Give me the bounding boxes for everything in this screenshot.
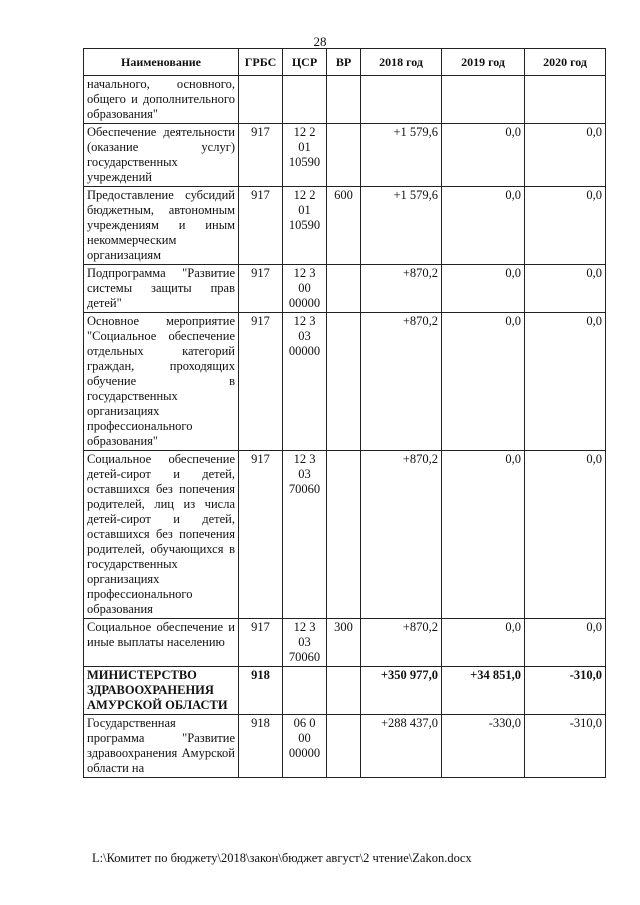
budget-table (83, 48, 606, 778)
cell-y2020 (525, 76, 606, 124)
cell-name: Социальное обеспечение детей-сирот и детей, оставшихся без попечения родителей, лиц из числа детей-сирот и детей, оставшихся без попечения родителей, обучающихся в государственных организациях профессионального образования (84, 451, 239, 619)
cell-vr: 300 (327, 619, 361, 667)
cell-y2020: 0,0 (525, 313, 606, 451)
table-row (84, 451, 606, 619)
cell-name: начального, основного, общего и дополнительного образования" (84, 76, 239, 124)
cell-grbs: 917 (239, 313, 283, 451)
cell-y2018: +288 437,0 (361, 715, 442, 778)
table-row (84, 187, 606, 265)
col-header-grbs: ГРБС (239, 49, 283, 76)
cell-y2019: +34 851,0 (442, 667, 525, 715)
cell-y2019: 0,0 (442, 265, 525, 313)
cell-y2018: +870,2 (361, 313, 442, 451)
col-header-vr: ВР (327, 49, 361, 76)
cell-y2020: 0,0 (525, 124, 606, 187)
cell-grbs: 918 (239, 667, 283, 715)
cell-name: Обеспечение деятельности (оказание услуг) государственных учреждений (84, 124, 239, 187)
cell-vr (327, 76, 361, 124)
cell-y2020: -310,0 (525, 667, 606, 715)
cell-y2019: 0,0 (442, 124, 525, 187)
cell-y2019: 0,0 (442, 187, 525, 265)
cell-grbs (239, 76, 283, 124)
table-row (84, 124, 606, 187)
cell-csr: 12 3 03 70060 (283, 619, 327, 667)
cell-vr (327, 667, 361, 715)
cell-vr (327, 313, 361, 451)
col-header-2018: 2018 год (361, 49, 442, 76)
cell-grbs: 917 (239, 451, 283, 619)
table-row (84, 76, 606, 124)
cell-grbs: 918 (239, 715, 283, 778)
cell-y2018 (361, 76, 442, 124)
cell-vr: 600 (327, 187, 361, 265)
cell-name: Предоставление субсидий бюджетным, автономным учреждениям и иным некоммерческим организациям (84, 187, 239, 265)
cell-csr: 12 2 01 10590 (283, 124, 327, 187)
col-header-csr: ЦСР (283, 49, 327, 76)
cell-vr (327, 451, 361, 619)
footer-file-path: L:\Комитет по бюджету\2018\закон\бюджет август\2 чтение\Zakon.docx (92, 851, 472, 865)
cell-csr (283, 76, 327, 124)
cell-y2018: +1 579,6 (361, 187, 442, 265)
cell-y2020: -310,0 (525, 715, 606, 778)
col-header-2020: 2020 год (525, 49, 606, 76)
cell-vr (327, 124, 361, 187)
cell-y2019: 0,0 (442, 451, 525, 619)
cell-y2018: +870,2 (361, 451, 442, 619)
col-header-name: Наименование (84, 49, 239, 76)
cell-vr (327, 265, 361, 313)
cell-grbs: 917 (239, 265, 283, 313)
cell-csr: 12 3 00 00000 (283, 265, 327, 313)
table-row (84, 715, 606, 778)
cell-grbs: 917 (239, 124, 283, 187)
cell-name: Государственная программа "Развитие здравоохранения Амурской области на (84, 715, 239, 778)
cell-vr (327, 715, 361, 778)
page-number: 28 (313, 34, 327, 49)
cell-csr: 12 3 03 70060 (283, 451, 327, 619)
cell-grbs: 917 (239, 619, 283, 667)
cell-name: Основное мероприятие "Социальное обеспечение отдельных категорий граждан, проходящих обучение в государственных организациях профессионального образования" (84, 313, 239, 451)
cell-y2020: 0,0 (525, 265, 606, 313)
table-row (84, 265, 606, 313)
cell-y2018: +1 579,6 (361, 124, 442, 187)
cell-name: Социальное обеспечение и иные выплаты населению (84, 619, 239, 667)
table-row (84, 313, 606, 451)
table-header-row (84, 49, 606, 76)
cell-y2019: 0,0 (442, 619, 525, 667)
cell-y2018: +870,2 (361, 265, 442, 313)
cell-csr: 06 0 00 00000 (283, 715, 327, 778)
cell-csr: 12 3 03 00000 (283, 313, 327, 451)
col-header-2019: 2019 год (442, 49, 525, 76)
cell-grbs: 917 (239, 187, 283, 265)
cell-y2018: +870,2 (361, 619, 442, 667)
cell-y2018: +350 977,0 (361, 667, 442, 715)
cell-y2019 (442, 76, 525, 124)
cell-y2019: 0,0 (442, 313, 525, 451)
cell-name: МИНИСТЕРСТВО ЗДРАВООХРАНЕНИЯ АМУРСКОЙ ОБЛАСТИ (84, 667, 239, 715)
cell-y2019: -330,0 (442, 715, 525, 778)
cell-name: Подпрограмма "Развитие системы защиты прав детей" (84, 265, 239, 313)
table-row (84, 619, 606, 667)
cell-y2020: 0,0 (525, 451, 606, 619)
cell-y2020: 0,0 (525, 187, 606, 265)
cell-csr: 12 2 01 10590 (283, 187, 327, 265)
cell-csr (283, 667, 327, 715)
cell-y2020: 0,0 (525, 619, 606, 667)
table-row (84, 667, 606, 715)
